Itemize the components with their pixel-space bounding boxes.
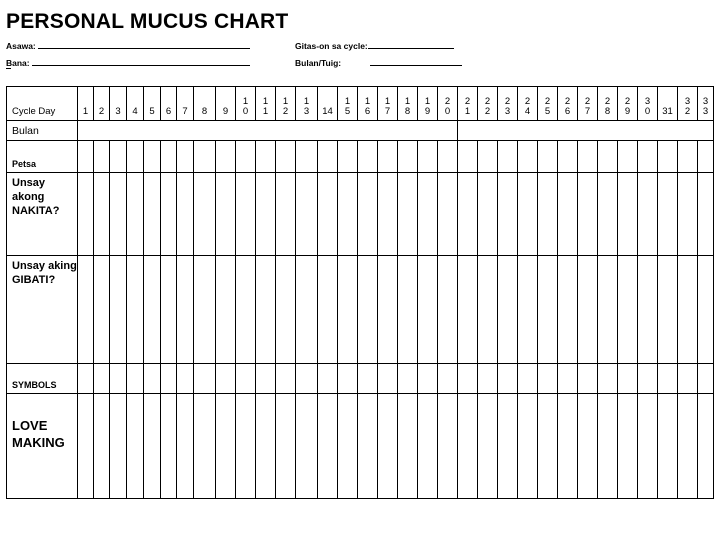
cycle-day-header: 1 2 bbox=[276, 87, 296, 121]
symbols-cell[interactable] bbox=[78, 364, 94, 394]
love-making-cell[interactable] bbox=[338, 394, 358, 499]
cycle-day-header: 2 7 bbox=[578, 87, 598, 121]
nakita-cell[interactable] bbox=[78, 173, 94, 256]
gibati-cell[interactable] bbox=[598, 256, 618, 364]
nakita-row bbox=[7, 173, 714, 256]
petsa-cell[interactable] bbox=[698, 141, 714, 173]
petsa-cell[interactable] bbox=[358, 141, 378, 173]
nakita-cell[interactable] bbox=[498, 173, 518, 256]
love-making-cell[interactable] bbox=[438, 394, 458, 499]
cycle-day-header: 1 8 bbox=[398, 87, 418, 121]
nakita-cell[interactable] bbox=[578, 173, 598, 256]
asawa-label: Asawa: bbox=[6, 41, 36, 51]
love-making-cell[interactable] bbox=[518, 394, 538, 499]
gibati-cell[interactable] bbox=[538, 256, 558, 364]
love-making-cell[interactable] bbox=[94, 394, 110, 499]
gibati-cell[interactable] bbox=[698, 256, 714, 364]
love-making-cell[interactable] bbox=[358, 394, 378, 499]
petsa-cell[interactable] bbox=[216, 141, 236, 173]
bulan-tuig-label: Bulan/Tuig: bbox=[295, 58, 342, 68]
cycle-day-header: 9 bbox=[216, 87, 236, 121]
symbols-cell[interactable] bbox=[438, 364, 458, 394]
nakita-cell[interactable] bbox=[94, 173, 110, 256]
love-making-cell[interactable] bbox=[398, 394, 418, 499]
symbols-cell[interactable] bbox=[538, 364, 558, 394]
nakita-cell[interactable] bbox=[256, 173, 276, 256]
petsa-cell[interactable] bbox=[276, 141, 296, 173]
cycle-day-header: 2 9 bbox=[618, 87, 638, 121]
gibati-cell[interactable] bbox=[127, 256, 144, 364]
nakita-label: Unsay akong NAKITA? bbox=[7, 173, 78, 256]
symbols-cell[interactable] bbox=[358, 364, 378, 394]
bulan-label: Bulan bbox=[7, 121, 78, 141]
cycle-day-header: 2 8 bbox=[598, 87, 618, 121]
petsa-cell[interactable] bbox=[458, 141, 478, 173]
gibati-cell[interactable] bbox=[358, 256, 378, 364]
petsa-cell[interactable] bbox=[498, 141, 518, 173]
gibati-cell[interactable] bbox=[194, 256, 216, 364]
gibati-cell[interactable] bbox=[144, 256, 161, 364]
bulan-cell-2[interactable] bbox=[458, 121, 714, 141]
nakita-cell[interactable] bbox=[438, 173, 458, 256]
petsa-cell[interactable] bbox=[127, 141, 144, 173]
symbols-cell[interactable] bbox=[498, 364, 518, 394]
cycle-day-header: 14 bbox=[318, 87, 338, 121]
symbols-cell[interactable] bbox=[318, 364, 338, 394]
gibati-cell[interactable] bbox=[578, 256, 598, 364]
petsa-cell[interactable] bbox=[296, 141, 318, 173]
cycle-day-header: 4 bbox=[127, 87, 144, 121]
petsa-cell[interactable] bbox=[598, 141, 618, 173]
nakita-cell[interactable] bbox=[558, 173, 578, 256]
love-making-cell[interactable] bbox=[177, 394, 194, 499]
cycle-day-header: 2 0 bbox=[438, 87, 458, 121]
nakita-cell[interactable] bbox=[478, 173, 498, 256]
gibati-cell[interactable] bbox=[438, 256, 458, 364]
petsa-cell[interactable] bbox=[518, 141, 538, 173]
love-making-cell[interactable] bbox=[618, 394, 638, 499]
gibati-cell[interactable] bbox=[94, 256, 110, 364]
gibati-cell[interactable] bbox=[658, 256, 678, 364]
love-making-cell[interactable] bbox=[78, 394, 94, 499]
symbols-cell[interactable] bbox=[698, 364, 714, 394]
cycle-day-header: 7 bbox=[177, 87, 194, 121]
symbols-cell[interactable] bbox=[518, 364, 538, 394]
love-making-label: LOVE MAKING bbox=[7, 394, 78, 499]
cycle-day-header: 2 5 bbox=[538, 87, 558, 121]
love-making-cell[interactable] bbox=[127, 394, 144, 499]
bulan-row bbox=[7, 121, 714, 141]
petsa-cell[interactable] bbox=[144, 141, 161, 173]
symbols-cell[interactable] bbox=[177, 364, 194, 394]
nakita-cell[interactable] bbox=[378, 173, 398, 256]
nakita-cell[interactable] bbox=[177, 173, 194, 256]
symbols-cell[interactable] bbox=[276, 364, 296, 394]
symbols-cell[interactable] bbox=[618, 364, 638, 394]
petsa-cell[interactable] bbox=[378, 141, 398, 173]
gibati-cell[interactable] bbox=[478, 256, 498, 364]
symbols-cell[interactable] bbox=[558, 364, 578, 394]
gibati-cell[interactable] bbox=[518, 256, 538, 364]
petsa-row bbox=[7, 141, 714, 173]
love-making-cell[interactable] bbox=[296, 394, 318, 499]
cycle-day-header: 2 6 bbox=[558, 87, 578, 121]
bulan-tuig-blank[interactable] bbox=[370, 58, 462, 66]
symbols-row bbox=[7, 364, 714, 394]
cycle-day-header: 1 7 bbox=[378, 87, 398, 121]
petsa-cell[interactable] bbox=[78, 141, 94, 173]
love-making-cell[interactable] bbox=[236, 394, 256, 499]
symbols-cell[interactable] bbox=[458, 364, 478, 394]
nakita-cell[interactable] bbox=[398, 173, 418, 256]
gibati-cell[interactable] bbox=[318, 256, 338, 364]
symbols-cell[interactable] bbox=[256, 364, 276, 394]
petsa-cell[interactable] bbox=[578, 141, 598, 173]
symbols-cell[interactable] bbox=[127, 364, 144, 394]
symbols-cell[interactable] bbox=[194, 364, 216, 394]
cycle-day-header: 6 bbox=[161, 87, 177, 121]
nakita-cell[interactable] bbox=[296, 173, 318, 256]
petsa-cell[interactable] bbox=[438, 141, 458, 173]
gibati-cell[interactable] bbox=[216, 256, 236, 364]
gibati-cell[interactable] bbox=[276, 256, 296, 364]
petsa-cell[interactable] bbox=[478, 141, 498, 173]
cycle-day-header: 8 bbox=[194, 87, 216, 121]
gibati-cell[interactable] bbox=[618, 256, 638, 364]
nakita-cell[interactable] bbox=[418, 173, 438, 256]
love-making-cell[interactable] bbox=[318, 394, 338, 499]
cycle-day-header: 2 4 bbox=[518, 87, 538, 121]
page-title: PERSONAL MUCUS CHART bbox=[6, 10, 289, 33]
petsa-cell[interactable] bbox=[678, 141, 698, 173]
nakita-cell[interactable] bbox=[318, 173, 338, 256]
nakita-cell[interactable] bbox=[161, 173, 177, 256]
symbols-cell[interactable] bbox=[658, 364, 678, 394]
petsa-cell[interactable] bbox=[110, 141, 127, 173]
love-making-cell[interactable] bbox=[538, 394, 558, 499]
symbols-cell[interactable] bbox=[478, 364, 498, 394]
love-making-cell[interactable] bbox=[276, 394, 296, 499]
symbols-cell[interactable] bbox=[598, 364, 618, 394]
nakita-cell[interactable] bbox=[638, 173, 658, 256]
cycle-day-row bbox=[7, 87, 714, 121]
love-making-cell[interactable] bbox=[194, 394, 216, 499]
symbols-cell[interactable] bbox=[578, 364, 598, 394]
gibati-cell[interactable] bbox=[398, 256, 418, 364]
love-making-cell[interactable] bbox=[638, 394, 658, 499]
gitas-blank[interactable] bbox=[368, 41, 454, 49]
petsa-cell[interactable] bbox=[658, 141, 678, 173]
nakita-cell[interactable] bbox=[236, 173, 256, 256]
symbols-label: SYMBOLS bbox=[7, 364, 78, 394]
nakita-cell[interactable] bbox=[110, 173, 127, 256]
love-making-cell[interactable] bbox=[216, 394, 236, 499]
nakita-cell[interactable] bbox=[144, 173, 161, 256]
love-making-cell[interactable] bbox=[598, 394, 618, 499]
love-making-cell[interactable] bbox=[110, 394, 127, 499]
cycle-day-header: 2 3 bbox=[498, 87, 518, 121]
symbols-cell[interactable] bbox=[398, 364, 418, 394]
cycle-day-header: 1 9 bbox=[418, 87, 438, 121]
gibati-cell[interactable] bbox=[418, 256, 438, 364]
cycle-day-header: 31 bbox=[658, 87, 678, 121]
nakita-cell[interactable] bbox=[698, 173, 714, 256]
nakita-cell[interactable] bbox=[194, 173, 216, 256]
petsa-cell[interactable] bbox=[194, 141, 216, 173]
symbols-cell[interactable] bbox=[110, 364, 127, 394]
symbols-cell[interactable] bbox=[418, 364, 438, 394]
petsa-cell[interactable] bbox=[538, 141, 558, 173]
symbols-cell[interactable] bbox=[144, 364, 161, 394]
love-making-cell[interactable] bbox=[498, 394, 518, 499]
nakita-cell[interactable] bbox=[538, 173, 558, 256]
petsa-cell[interactable] bbox=[256, 141, 276, 173]
petsa-cell[interactable] bbox=[338, 141, 358, 173]
petsa-cell[interactable] bbox=[418, 141, 438, 173]
symbols-cell[interactable] bbox=[338, 364, 358, 394]
love-making-cell[interactable] bbox=[478, 394, 498, 499]
bana-blank[interactable] bbox=[32, 58, 250, 66]
mucus-chart-table bbox=[6, 86, 714, 499]
symbols-cell[interactable] bbox=[296, 364, 318, 394]
gibati-cell[interactable] bbox=[338, 256, 358, 364]
petsa-cell[interactable] bbox=[177, 141, 194, 173]
symbols-cell[interactable] bbox=[161, 364, 177, 394]
nakita-cell[interactable] bbox=[127, 173, 144, 256]
gibati-cell[interactable] bbox=[177, 256, 194, 364]
cycle-day-header: 1 6 bbox=[358, 87, 378, 121]
nakita-cell[interactable] bbox=[358, 173, 378, 256]
nakita-cell[interactable] bbox=[338, 173, 358, 256]
nakita-cell[interactable] bbox=[678, 173, 698, 256]
gibati-cell[interactable] bbox=[110, 256, 127, 364]
cycle-day-header: 1 bbox=[78, 87, 94, 121]
symbols-cell[interactable] bbox=[678, 364, 698, 394]
gibati-cell[interactable] bbox=[236, 256, 256, 364]
gibati-row bbox=[7, 256, 714, 364]
cycle-day-header: 3 0 bbox=[638, 87, 658, 121]
love-making-cell[interactable] bbox=[458, 394, 478, 499]
love-making-cell[interactable] bbox=[144, 394, 161, 499]
cycle-day-header: 3 bbox=[110, 87, 127, 121]
gibati-label: Unsay aking GIBATI? bbox=[7, 256, 78, 364]
love-making-cell[interactable] bbox=[418, 394, 438, 499]
love-making-cell[interactable] bbox=[256, 394, 276, 499]
gibati-cell[interactable] bbox=[638, 256, 658, 364]
love-making-cell[interactable] bbox=[698, 394, 714, 499]
cycle-day-header: 2 1 bbox=[458, 87, 478, 121]
love-making-cell[interactable] bbox=[161, 394, 177, 499]
love-making-cell[interactable] bbox=[578, 394, 598, 499]
love-making-row bbox=[7, 394, 714, 499]
cycle-day-header: 3 2 bbox=[678, 87, 698, 121]
nakita-cell[interactable] bbox=[518, 173, 538, 256]
cycle-day-header: 2 bbox=[94, 87, 110, 121]
symbols-cell[interactable] bbox=[638, 364, 658, 394]
petsa-cell[interactable] bbox=[558, 141, 578, 173]
gibati-cell[interactable] bbox=[256, 256, 276, 364]
cycle-day-header: 1 3 bbox=[296, 87, 318, 121]
petsa-label: Petsa bbox=[7, 141, 78, 173]
cycle-day-header: 5 bbox=[144, 87, 161, 121]
cycle-day-header: 1 1 bbox=[256, 87, 276, 121]
love-making-cell[interactable] bbox=[558, 394, 578, 499]
bulan-cell-1[interactable] bbox=[78, 121, 458, 141]
gibati-cell[interactable] bbox=[498, 256, 518, 364]
stray-underline bbox=[6, 68, 11, 69]
gibati-cell[interactable] bbox=[378, 256, 398, 364]
symbols-cell[interactable] bbox=[378, 364, 398, 394]
petsa-cell[interactable] bbox=[94, 141, 110, 173]
bana-field bbox=[6, 58, 250, 68]
gibati-cell[interactable] bbox=[78, 256, 94, 364]
bulan-tuig-field bbox=[295, 58, 462, 68]
nakita-cell[interactable] bbox=[458, 173, 478, 256]
petsa-cell[interactable] bbox=[618, 141, 638, 173]
gitas-label: Gitas-on sa cycle: bbox=[295, 41, 368, 51]
nakita-cell[interactable] bbox=[216, 173, 236, 256]
gibati-cell[interactable] bbox=[678, 256, 698, 364]
petsa-cell[interactable] bbox=[318, 141, 338, 173]
love-making-cell[interactable] bbox=[678, 394, 698, 499]
symbols-cell[interactable] bbox=[216, 364, 236, 394]
symbols-cell[interactable] bbox=[94, 364, 110, 394]
cycle-day-header: 1 5 bbox=[338, 87, 358, 121]
asawa-field bbox=[6, 41, 250, 51]
gibati-cell[interactable] bbox=[558, 256, 578, 364]
nakita-cell[interactable] bbox=[658, 173, 678, 256]
cycle-day-header: 1 0 bbox=[236, 87, 256, 121]
cycle-day-header: 2 2 bbox=[478, 87, 498, 121]
love-making-cell[interactable] bbox=[378, 394, 398, 499]
cycle-day-label: Cycle Day bbox=[7, 87, 78, 121]
petsa-cell[interactable] bbox=[638, 141, 658, 173]
nakita-cell[interactable] bbox=[276, 173, 296, 256]
love-making-cell[interactable] bbox=[658, 394, 678, 499]
gibati-cell[interactable] bbox=[296, 256, 318, 364]
nakita-cell[interactable] bbox=[598, 173, 618, 256]
cycle-day-header: 3 3 bbox=[698, 87, 714, 121]
asawa-blank[interactable] bbox=[38, 41, 250, 49]
gitas-field bbox=[295, 41, 454, 51]
gibati-cell[interactable] bbox=[458, 256, 478, 364]
bana-label: Bana: bbox=[6, 58, 30, 68]
petsa-cell[interactable] bbox=[236, 141, 256, 173]
petsa-cell[interactable] bbox=[161, 141, 177, 173]
nakita-cell[interactable] bbox=[618, 173, 638, 256]
symbols-cell[interactable] bbox=[236, 364, 256, 394]
gibati-cell[interactable] bbox=[161, 256, 177, 364]
petsa-cell[interactable] bbox=[398, 141, 418, 173]
